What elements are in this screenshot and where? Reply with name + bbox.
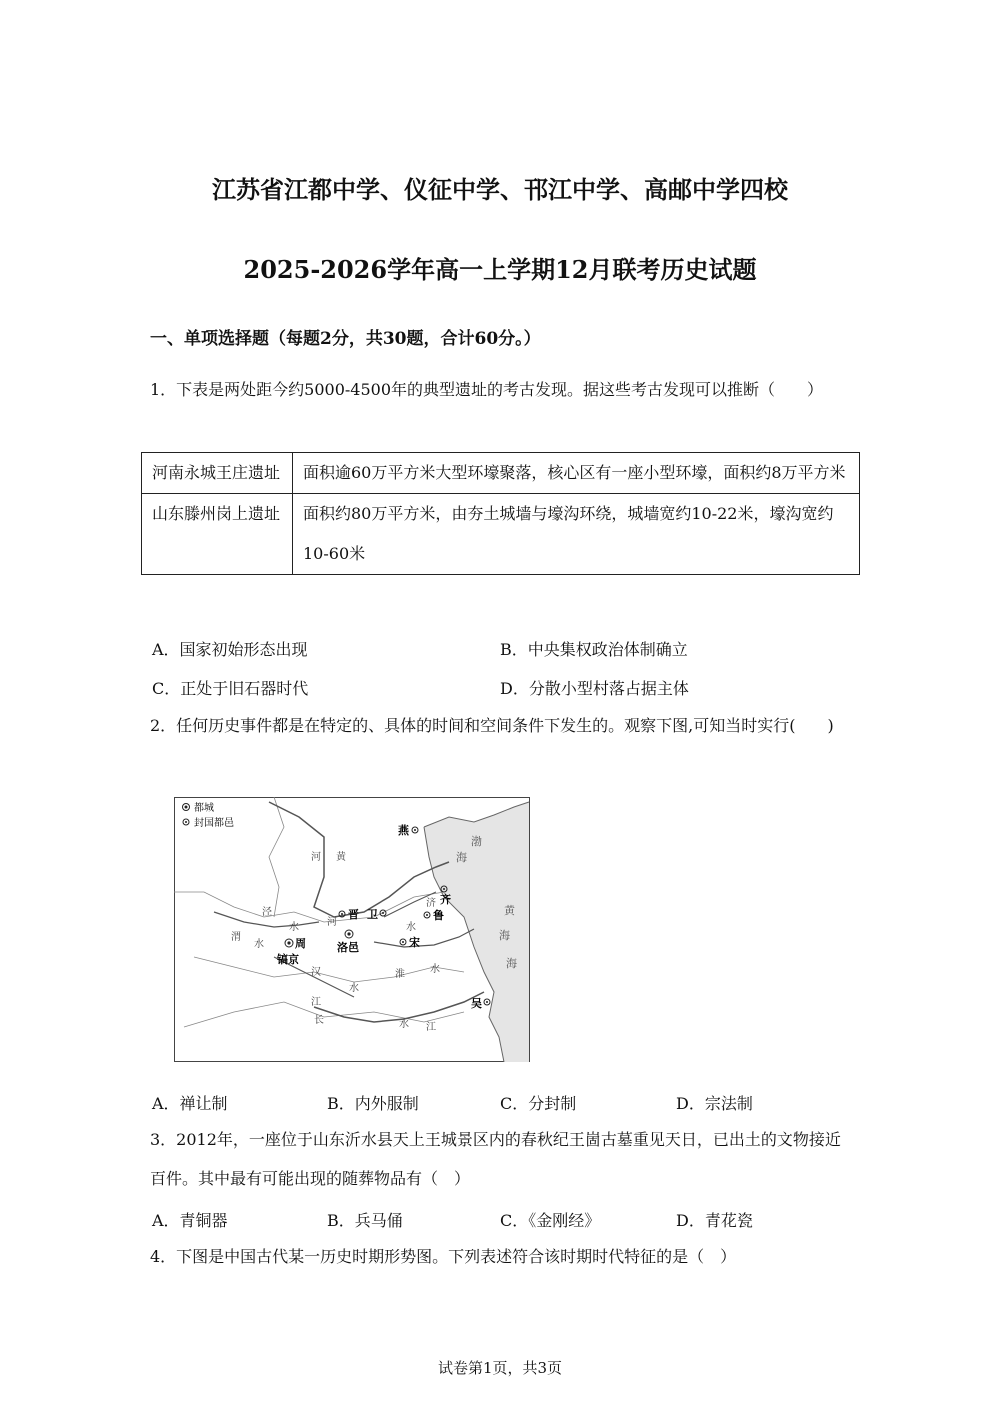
map-label-haojing: 镐京 [277,953,299,966]
map-label-zhou: 周 [295,937,306,950]
q1-option-d[interactable]: D．分散小型村落占据主体 [500,679,689,698]
river-label: 江 [426,1022,436,1033]
question-4-stem: 4．下图是中国古代某一历史时期形势图。下列表述符合该时期时代特征的是（ ） [150,1247,737,1266]
page-footer: 试卷第1页，共3页 [437,1359,563,1377]
river-label: 水 [399,1019,409,1030]
river-label: 水 [430,964,440,975]
section-heading: 一、单项选择题（每题2分，共30题，合计60分。） [150,329,541,349]
river-label: 渭 [231,932,241,943]
river-label: 黄 [336,852,346,863]
q2-option-a[interactable]: A．禅让制 [152,1094,228,1113]
sea-label: 海 [499,929,510,942]
map-label-song: 宋 [409,936,420,949]
q1-option-a[interactable]: A．国家初始形态出现 [152,640,308,659]
q2-option-c[interactable]: C．分封制 [500,1094,577,1113]
sea-label: 海 [506,957,517,970]
river-label: 河 [327,917,337,928]
table-row [142,453,860,494]
q2-option-b[interactable]: B．内外服制 [327,1094,419,1113]
river-label: 河 [311,852,321,863]
table-cell-desc: 面积约80万平方米，由夯土城墙与壕沟环绕，城墙宽约10-22米，壕沟宽约10-60米 [293,494,860,575]
sea-label: 海 [456,851,467,864]
table-cell-desc: 面积逾60万平方米大型环壕聚落，核心区有一座小型环壕，面积约8万平方米 [293,453,860,494]
sea-label: 渤 [471,835,482,848]
q3-option-b[interactable]: B．兵马俑 [327,1211,403,1230]
map-label-wei: 卫 [367,908,378,921]
river-label: 江 [311,997,321,1008]
river-label: 淮 [395,969,405,980]
river-label: 水 [349,983,359,994]
q3-option-d[interactable]: D．青花瓷 [676,1211,753,1230]
table-row [142,494,860,575]
q3-option-a[interactable]: A．青铜器 [152,1211,228,1230]
question-1-table [141,452,860,575]
q1-option-c[interactable]: C．正处于旧石器时代 [152,679,309,698]
river-label: 水 [289,922,299,933]
table-cell-site: 山东滕州岗上遗址 [142,494,293,575]
map-label-jin: 晋 [348,908,359,921]
map-label-wu: 吴 [471,997,482,1010]
q1-option-b[interactable]: B．中央集权政治体制确立 [500,640,688,659]
map-label-lu: 鲁 [433,909,444,922]
title-line-2: 2025-2026学年高一上学期12月联考历史试题 [243,255,757,284]
legend-capital: 都城 [194,803,214,814]
sea-label: 黄 [504,904,515,917]
question-3-stem: 3．2012年，一座位于山东沂水县天上王城景区内的春秋纪王崮古墓重见天日，已出土的文物接近百件。其中最有可能出现的随葬物品有（ ） [150,1130,841,1188]
q2-option-d[interactable]: D．宗法制 [676,1094,753,1113]
map-label-qi: 齐 [440,893,451,906]
river-label: 水 [254,939,264,950]
river-label: 泾 [262,907,272,918]
title-line-1: 江苏省江都中学、仪征中学、邗江中学、高邮中学四校 [212,175,788,204]
river-label: 汉 [311,967,321,978]
question-1-stem: 1．下表是两处距今约5000-4500年的典型遗址的考古发现。据这些考古发现可以推断（ ） [150,380,824,399]
q3-option-c[interactable]: C．《金刚经》 [500,1211,601,1230]
question-2-stem: 2．任何历史事件都是在特定的、具体的时间和空间条件下发生的。观察下图,可知当时实行( ) [150,716,834,735]
map-label-yan: 燕 [398,824,409,837]
legend-fief: 封国都邑 [194,818,234,829]
zhou-map [174,797,530,1062]
river-label: 水 [406,922,416,933]
river-label: 长 [314,1015,324,1026]
map-label-luoyi: 洛邑 [337,941,359,954]
table-cell-site: 河南永城王庄遗址 [142,453,293,494]
river-label: 济 [426,898,436,909]
